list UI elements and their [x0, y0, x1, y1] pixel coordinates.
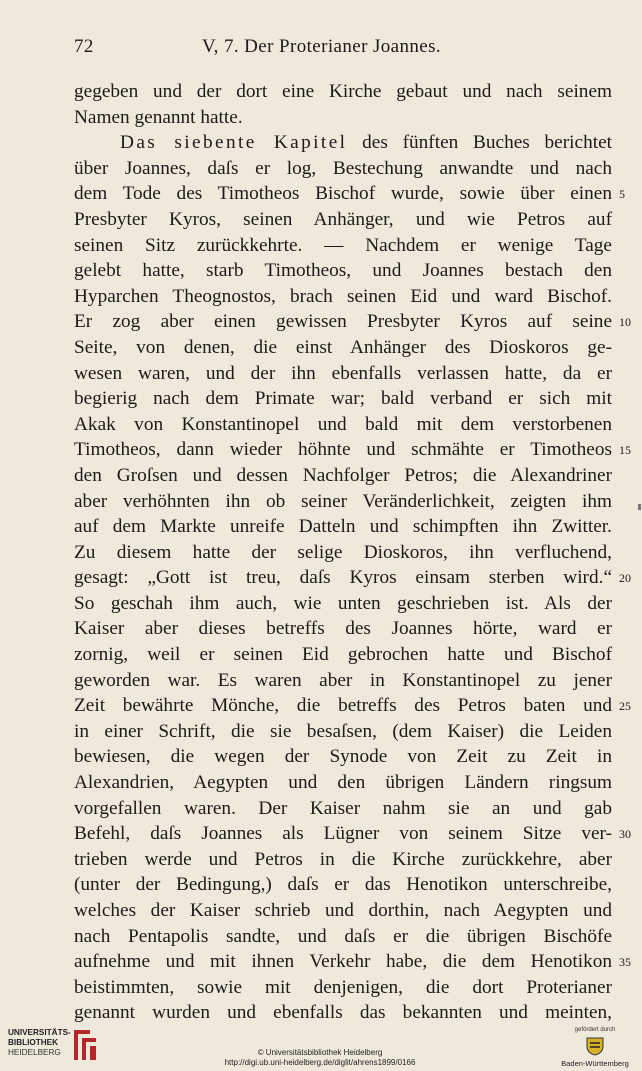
line-text: bewiesen, die wegen der Synode von Zeit zu Zeit in	[74, 746, 612, 768]
funded-by-label: gefördert durch	[574, 1027, 616, 1033]
line-text: Kaiser aber dieses betreffs des Joannes hörte, ward er	[74, 618, 612, 640]
text-line	[74, 105, 612, 131]
copyright-text: © Universitätsbibliothek Heidelberg	[257, 1048, 383, 1057]
body-text	[74, 79, 631, 1026]
line-text: Presbyter Kyros, seinen Anhänger, und wie Petros auf	[74, 208, 612, 230]
line-text: Seite, von denen, die einst Anhänger des Dioskoros ge-	[74, 336, 612, 358]
text-line	[74, 233, 612, 259]
line-number: 25	[619, 699, 631, 714]
text-line	[74, 616, 612, 642]
text-line	[74, 412, 612, 438]
footer-citation	[200, 1048, 440, 1068]
line-text: aber verhöhnten ihn ob seiner Veränderlichkeit, zeigten ihm	[74, 490, 612, 512]
text-line	[74, 181, 625, 207]
text-line	[74, 284, 612, 310]
line-text: den Groſsen und dessen Nachfolger Petros; die Alexandriner	[74, 464, 612, 486]
line-text: des fünften Buches berichtet	[347, 132, 612, 154]
text-line	[74, 361, 612, 387]
line-number: 20	[619, 571, 631, 586]
line-text: Befehl, daſs Joannes als Lügner von seinem Sitze ver-	[74, 823, 612, 845]
text-line	[74, 79, 612, 105]
text-line	[74, 847, 612, 873]
page-number: 72	[74, 36, 94, 57]
line-text: Akak von Konstantinopel und bald mit dem verstorbenen	[74, 413, 612, 435]
text-line	[74, 591, 612, 617]
line-text: Zeit bewährte Mönche, die betreffs des Petros baten und	[74, 695, 612, 717]
text-line	[74, 821, 631, 847]
text-line	[74, 872, 612, 898]
logo-line-2: BIBLIOTHEK	[8, 1038, 59, 1047]
line-text: gelebt hatte, starb Timotheos, und Joannes bestach den	[74, 260, 612, 282]
text-line	[74, 975, 612, 1001]
text-line	[74, 156, 612, 182]
line-number: 10	[619, 315, 631, 330]
line-number: 30	[619, 827, 631, 842]
line-text: gesagt: „Gott ist treu, daſs Kyros einsam sterben wird.“	[74, 567, 612, 589]
page-footer	[0, 1018, 642, 1071]
line-text: nach Pentapolis sandte, und daſs er die übrigen Bischöfe	[74, 925, 612, 947]
line-text: seinen Sitz zurückkehrte. — Nachdem er wenige Tage	[74, 234, 612, 256]
line-text: Alexandrien, Aegypten und den übrigen Ländern ringsum	[74, 772, 612, 794]
line-text: gegeben und der dort eine Kirche gebaut und nach seinem	[74, 81, 612, 102]
text-line	[74, 924, 612, 950]
line-text: Timotheos, dann wieder höhnte und schmähte er Timotheos	[74, 439, 612, 461]
line-text: wesen waren, und der ihn ebenfalls verlassen hatte, da er	[74, 362, 612, 384]
line-text: vorgefallen waren. Der Kaiser nahm sie an und gab	[74, 797, 612, 819]
text-line	[74, 489, 612, 515]
text-line	[74, 463, 612, 489]
line-text: Hyparchen Theognostos, brach seinen Eid und ward Bischof.	[74, 285, 612, 307]
text-line	[74, 898, 612, 924]
text-line	[74, 258, 612, 284]
source-url-link[interactable]: http://digi.ub.uni-heidelberg.de/diglit/ahrens1899/0166	[224, 1058, 416, 1067]
funder-logo[interactable]	[555, 1027, 635, 1071]
text-line	[74, 642, 612, 668]
line-text: Er zog aber einen gewissen Presbyter Kyros auf seine	[74, 311, 612, 333]
chapter-reference: Das siebente Kapitel	[120, 132, 348, 154]
text-line	[74, 796, 612, 822]
text-line	[74, 540, 612, 566]
funder-name: Baden-Württemberg	[561, 1059, 629, 1068]
line-number: 5	[619, 187, 625, 202]
line-text: über Joannes, daſs er log, Bestechung anwandte und nach	[74, 157, 612, 179]
text-line	[74, 693, 631, 719]
line-text: So geschah ihm auch, wie unten geschrieben ist. Als der	[74, 592, 612, 614]
logo-line-3: HEIDELBERG	[8, 1048, 61, 1057]
text-line	[74, 514, 612, 540]
text-line	[74, 565, 631, 591]
library-logo-text	[8, 1028, 71, 1058]
line-text: geworden war. Es waren aber in Konstantinopel zu jener	[74, 669, 612, 691]
text-line	[74, 130, 612, 156]
line-text: aufnehme und mit ihnen Verkehr habe, die dem Henotikon	[74, 951, 612, 973]
text-line	[74, 437, 631, 463]
text-line	[74, 770, 612, 796]
text-line	[74, 335, 612, 361]
line-text: in einer Schrift, die sie besaſsen, (dem Kaiser) die Leiden	[74, 720, 612, 742]
text-line	[74, 668, 612, 694]
library-emblem-icon	[70, 1026, 100, 1064]
text-line	[74, 207, 612, 233]
text-line	[74, 386, 612, 412]
line-number: 35	[619, 955, 631, 970]
line-text: trieben werde und Petros in die Kirche zurückkehre, aber	[74, 848, 612, 870]
text-line	[74, 949, 631, 975]
coat-of-arms-icon	[584, 1035, 606, 1057]
margin-mark	[638, 504, 641, 510]
line-text: dem Tode des Timotheos Bischof wurde, sowie über einen	[74, 183, 612, 205]
text-line	[74, 719, 612, 745]
line-text: Zu diesem hatte der selige Dioskoros, ihn verfluchend,	[74, 541, 612, 563]
line-text: begierig nach dem Primate war; bald verband er sich mit	[74, 388, 612, 410]
line-number: 15	[619, 443, 631, 458]
text-line	[74, 744, 612, 770]
line-text: genannt wurden und ebenfalls das bekannten und meinten,	[74, 1002, 612, 1024]
line-text: welches der Kaiser schrieb und dorthin, nach Aegypten und	[74, 900, 612, 921]
line-text: Namen genannt hatte.	[74, 106, 243, 128]
line-text: zornig, weil er seinen Eid gebrochen hatte und Bischof	[74, 644, 612, 666]
running-title: V, 7. Der Proterianer Joannes.	[202, 36, 442, 57]
logo-line-1: UNIVERSITÄTS-	[8, 1028, 71, 1037]
text-line	[74, 309, 631, 335]
line-text: beistimmten, sowie mit denjenigen, die dort Proterianer	[74, 976, 612, 998]
library-logo[interactable]	[8, 1026, 103, 1066]
page-header	[74, 36, 574, 62]
line-text: (unter der Bedingung,) daſs er das Henotikon unterschreibe,	[74, 874, 612, 896]
line-text: auf dem Markte unreife Datteln und schimpften ihn Zwitter.	[74, 516, 612, 538]
